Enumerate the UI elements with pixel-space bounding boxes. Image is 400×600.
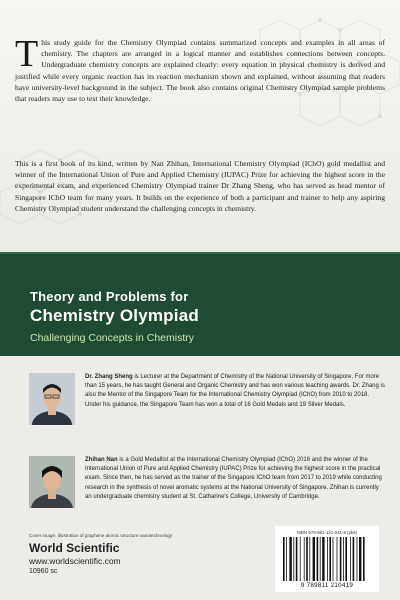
publisher-url: www.worldscientific.com <box>29 556 121 566</box>
blurb-paragraph-1-text: his study guide for the Chemistry Olympiad contains summarized concepts and examples in all areas of chemistry. The chapters are arranged in a logical manner and establishes connections between concepts. Undergraduate chemistry concepts are explained clearly: every equation in physical chemistry is derived and justified while every organic reaction has its reaction mechanism shown and explained, without assuming that readers have university-level background in the subject. The book also contains original Chemistry Olympiad sample problems that readers may use to test their knowledge. <box>15 38 385 104</box>
publisher-name: World Scientific <box>29 541 120 555</box>
subtitle: Challenging Concepts in Chemistry <box>30 332 194 344</box>
author-bio-nan <box>85 456 385 502</box>
author-bio-zhang-text: is Lecturer at the Department of Chemistry of the National University of Singapore. For more than 15 years, he has taught General and Organic Chemistry and has won various teaching awards. Dr. Zhang is also the Mentor of the Singapore Team for the International Chemistry Olympiad (IChO) from 2010 to 2018. Under his guidance, the Singapore Team has won a total of 16 Gold Medals and 19 Silver Medals. <box>85 374 385 408</box>
author-bio-zhang <box>85 373 385 410</box>
author-photo-zhang <box>29 373 75 425</box>
author-name-zhang: Dr. Zhang Sheng <box>85 374 133 380</box>
barcode-digits: 9 789811 210419 <box>300 582 354 589</box>
product-code: 10960 sc <box>29 568 58 575</box>
author-bio-nan-text: is a Gold Medallist at the International Chemistry Olympiad (IChO) 2016 and the winner of the International Union of Pure and Applied Chemistry (IUPAC) Prize for achieving the highest score in the practical exam. Since then, he has served as the trainer of the Singapore IChO team from 2017 to 2019 while conducting research in the synthesis of novel aromatic systems at the National University of Singapore. Zhihan is currently an undergraduate chemistry student at St. Catharine's College, University of Cambridge. <box>85 457 382 500</box>
author-photo-nan <box>29 456 75 508</box>
barcode-bars <box>283 537 371 581</box>
isbn-text: ISBN 978-981-121-041-9 (pbk) <box>296 530 358 535</box>
blurb-background <box>0 0 400 252</box>
author-name-nan: Zhihan Nan <box>85 457 118 463</box>
blurb-paragraph-2: This is a first book of its kind, written by Nan Zhihan, International Chemistry Olympiad (IChO) gold medallist and winner of the International Union of Pure and Applied Chemistry (IUPAC) Prize for achieving the highest score in the experimental exam, and experienced Chemistry Olympiad trainer Dr Zhang Sheng, who has served as head mentor of Singapore IChO team for many years. It builds on the experience of both a participant and trainer to help any aspiring Chemistry Olympiad student understand the challenging concepts in chemistry. <box>15 159 385 213</box>
barcode <box>275 526 379 592</box>
title-line-2: Chemistry Olympiad <box>30 306 199 325</box>
blurb-paragraph-1 <box>15 33 385 104</box>
dropcap: T <box>15 33 39 75</box>
title-line-1: Theory and Problems for <box>30 289 189 304</box>
cover-image-credit: Cover image: Illustration of graphene atomic structure nanotechnology <box>29 533 172 538</box>
